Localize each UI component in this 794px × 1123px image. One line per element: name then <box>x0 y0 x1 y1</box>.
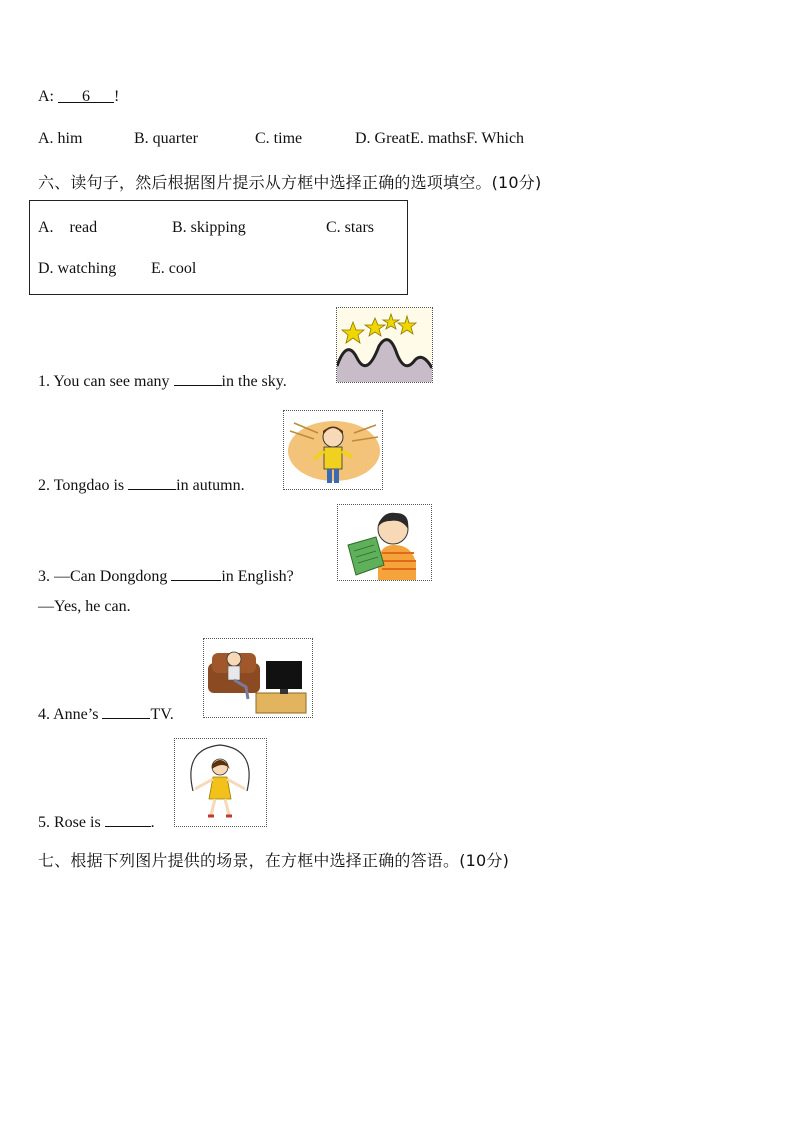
answer-blank-2 <box>128 475 176 490</box>
answer-blank-1 <box>174 371 222 386</box>
girl-skipping-rope-image <box>174 738 267 827</box>
answer-prefix: A: <box>38 88 54 105</box>
section-7-heading: 七、根据下列图片提供的场景，在方框中选择正确的答语。(10分) <box>38 851 510 870</box>
answer-blank-4 <box>102 704 150 719</box>
answer-blank-5 <box>105 812 151 827</box>
question-4: 4. Anne’s TV. <box>38 706 174 723</box>
box-option-e: E. cool <box>151 260 197 277</box>
option-box <box>29 200 408 295</box>
prev-option-c: C. time <box>255 130 303 147</box>
prev-option-a: A. him <box>38 130 83 147</box>
question-2: 2. Tongdao is in autumn. <box>38 477 245 494</box>
box-option-b: B. skipping <box>172 219 246 236</box>
answer-blank <box>58 88 114 105</box>
answer-blank-3 <box>171 566 221 581</box>
prev-option-b: B. quarter <box>134 130 198 147</box>
box-option-a: A. read <box>38 219 98 236</box>
girl-watching-tv-image <box>203 638 313 718</box>
question-1: 1. You can see many in the sky. <box>38 373 287 390</box>
box-option-d: D. watching <box>38 260 117 277</box>
question-3: 3. —Can Dongdong in English? <box>38 568 294 585</box>
answer-number: 6 <box>82 88 90 105</box>
question-3-reply: —Yes, he can. <box>38 598 131 615</box>
answer-suffix: ! <box>114 88 120 105</box>
stars-over-mountains-image <box>336 307 433 383</box>
boy-reading-book-image <box>337 504 432 581</box>
box-option-c: C. stars <box>326 219 374 236</box>
girl-in-autumn-wind-image <box>283 410 383 490</box>
prev-option-def: D. GreatE. mathsF. Which <box>355 130 525 147</box>
answer-line <box>38 88 119 106</box>
section-6-heading: 六、读句子，然后根据图片提示从方框中选择正确的选项填空。(10分) <box>38 173 542 192</box>
question-5: 5. Rose is . <box>38 814 155 831</box>
